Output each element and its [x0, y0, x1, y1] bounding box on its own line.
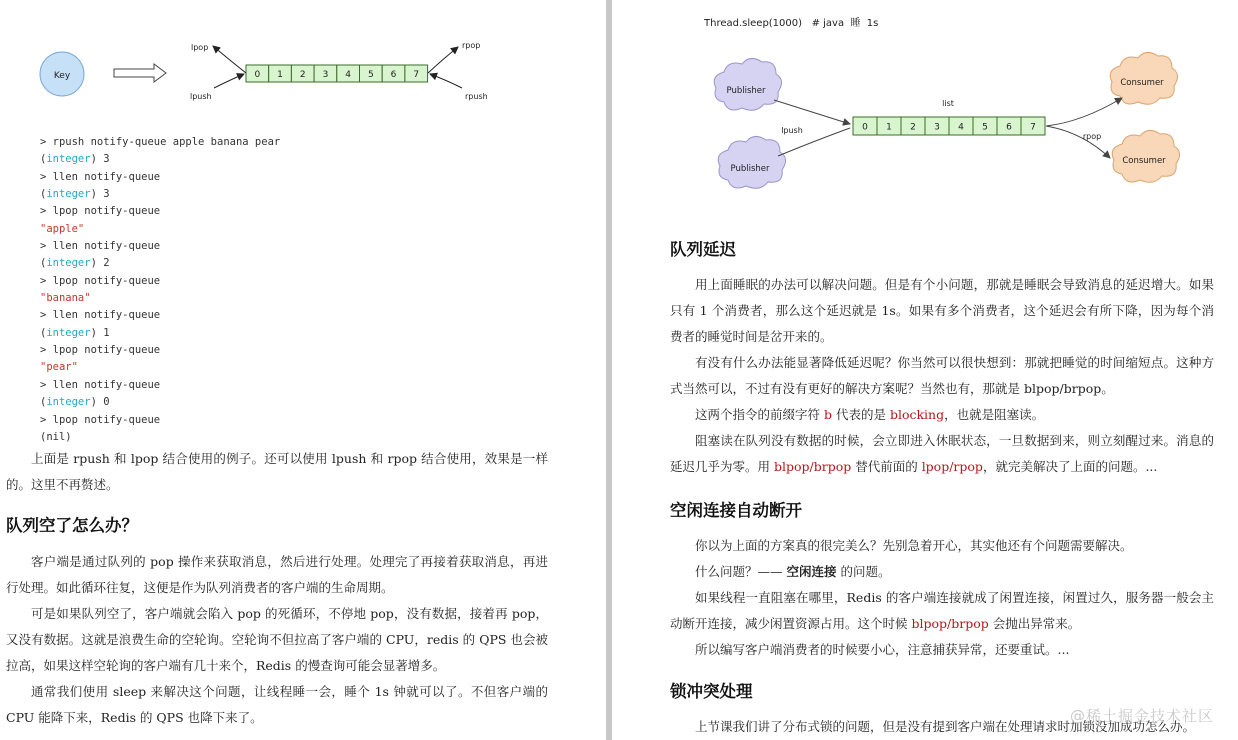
- svg-text:Publisher: Publisher: [730, 164, 770, 174]
- queue-cell-label: 4: [958, 122, 964, 133]
- empty-paragraph-1: 客户端是通过队列的 pop 操作来获取消息，然后进行处理。处理完了再接着获取消息，再进行处理。如此循环往复，这便是作为队列消费者的客户端的生命周期。: [6, 554, 548, 595]
- queue-cell-label: 1: [277, 70, 283, 80]
- queue-cell-label: 0: [254, 70, 261, 80]
- queue-cell-label: 0: [862, 122, 868, 133]
- rpop-label-right: rpop: [1082, 132, 1102, 141]
- publisher-cloud-2: [718, 136, 785, 188]
- code-line: (integer) 0: [40, 396, 110, 409]
- svg-text:Consumer: Consumer: [1122, 156, 1166, 166]
- consumer-cloud-2: [1112, 130, 1179, 182]
- queue-cells-left: [246, 65, 428, 82]
- idle-paragraph-2: 什么问题？—— 空闲连接 的问题。: [695, 564, 891, 579]
- consumer-cloud-1: [1110, 52, 1177, 104]
- lock-paragraph-1: 上节课我们讲了分布式锁的问题，但是没有提到客户端在处理请求时加锁没加成功怎么办。: [695, 719, 1196, 734]
- intro-paragraph: 上面是 rpush 和 lpop 结合使用的例子。还可以使用 lpush 和 rpop 结合使用，效果是一样的。这里不再赘述。: [6, 451, 548, 492]
- queue-cell-label: 2: [910, 122, 916, 133]
- lpop-label: lpop: [191, 43, 209, 52]
- queue-cell-label: 6: [1006, 122, 1012, 133]
- svg-text:Consumer: Consumer: [1120, 78, 1164, 88]
- code-line: > lpop notify-queue: [40, 413, 161, 426]
- code-line: > llen notify-queue: [40, 170, 161, 183]
- delay-paragraph-3: 这两个指令的前缀字符 b 代表的是 blocking，也就是阻塞读。: [695, 407, 1045, 422]
- left-page: [0, 0, 606, 740]
- publisher-cloud-1: [714, 58, 781, 110]
- blocking-prefix-b: b: [823, 407, 832, 422]
- heading-queue-empty: 队列空了怎么办？: [6, 516, 138, 535]
- queue-cell-label: 7: [413, 70, 420, 80]
- lpush-label-right: lpush: [781, 126, 803, 135]
- code-line: "pear": [40, 361, 78, 374]
- idle-paragraph-1: 你以为上面的方案真的很完美么？先别急着开心，其实他还有个问题需要解决。: [695, 538, 1133, 553]
- rpush-arrow: [430, 74, 462, 88]
- list-cells-right: [853, 117, 1045, 135]
- queue-cell-label: 3: [322, 70, 329, 80]
- delay-paragraph-2: 有没有什么办法能显著降低延迟呢？你当然可以很快想到：那就把睡觉的时间缩短点。这种方式当然可以，不过有没有更好的解决方案呢？当然也有，那就是 blpop/brpop。: [670, 355, 1214, 396]
- code-line: > llen notify-queue: [40, 240, 161, 253]
- delay-paragraph-1: 用上面睡眠的办法可以解决问题。但是有个小问题，那就是睡眠会导致消息的延迟增大。如果只有 1 个消费者，那么这个延迟就是 1s。如果有多个消费者，这个延迟会有所下降，因为每个消费者的睡觉时间是岔开来的。: [670, 277, 1214, 344]
- lpush-arrow: [214, 74, 244, 88]
- code-line: (integer) 3: [40, 153, 110, 166]
- heading-lock-conflict: 锁冲突处理: [670, 682, 753, 701]
- code-line: "banana": [40, 292, 91, 305]
- watermark: @稀土掘金技术社区: [1069, 707, 1214, 725]
- code-line: (integer) 2: [40, 257, 110, 270]
- lpush-label: lpush: [190, 92, 212, 101]
- code-line: > llen notify-queue: [40, 378, 161, 391]
- lpop-rpop-term: lpop/rpop: [921, 459, 983, 474]
- queue-cell-label: 1: [886, 122, 892, 133]
- idle-paragraph-3: 如果线程一直阻塞在哪里，Redis 的客户端连接就成了闲置连接，闲置过久，服务器一般会主动断开连接，减少闲置资源占用。这个时候 blpop/brpop 会抛出异常来。: [670, 590, 1214, 631]
- pubsub-diagram: [612, 0, 1238, 200]
- blocking-term: blocking: [889, 407, 945, 422]
- empty-paragraph-3: 通常我们使用 sleep 来解决这个问题，让线程睡一会，睡个 1s 钟就可以了。不但客户端的 CPU 能降下来，Redis 的 QPS 也降下来了。: [6, 684, 548, 725]
- heading-queue-delay: 队列延迟: [670, 240, 736, 259]
- code-line: (integer) 3: [40, 188, 110, 201]
- queue-cell-label: 6: [390, 70, 397, 80]
- code-line: > lpop notify-queue: [40, 344, 161, 357]
- sleep-code-line: Thread.sleep(1000) # java 睡 1s: [704, 18, 879, 29]
- publisher-1-arrow: [774, 100, 850, 124]
- queue-cell-label: 5: [367, 70, 374, 80]
- code-line: > lpop notify-queue: [40, 274, 161, 287]
- lpop-arrow: [213, 46, 246, 73]
- blpop-brpop-term: blpop/brpop: [773, 459, 852, 474]
- code-line: > lpop notify-queue: [40, 205, 161, 218]
- queue-diagram-left: [0, 0, 606, 120]
- rpop-label: rpop: [462, 41, 481, 50]
- consumer-1-arrow: [1046, 98, 1122, 126]
- queue-cell-label: 7: [1030, 122, 1036, 133]
- rpush-label: rpush: [465, 92, 488, 101]
- code-line: "apple": [40, 222, 85, 235]
- code-line: > llen notify-queue: [40, 309, 161, 322]
- queue-cell-label: 5: [982, 122, 988, 133]
- heading-idle-connection: 空闲连接自动断开: [670, 501, 802, 520]
- delay-paragraph-4: 阻塞读在队列没有数据的时候，会立即进入休眠状态，一旦数据到来，则立刻醒过来。消息的延迟几乎为零。用 blpop/brpop 替代前面的 lpop/rpop，就完美解决了上面的问题。...: [670, 433, 1214, 474]
- queue-cell-label: 3: [934, 122, 940, 133]
- hollow-arrow-icon: [114, 64, 166, 82]
- consumer-2-arrow: [1046, 126, 1110, 158]
- list-label: list: [942, 99, 954, 108]
- queue-cell-label: 4: [345, 70, 352, 80]
- blpop-brpop-term-2: blpop/brpop: [911, 616, 989, 631]
- code-line: (integer) 1: [40, 326, 110, 339]
- right-page: [612, 0, 1238, 740]
- svg-text:Publisher: Publisher: [726, 86, 766, 96]
- code-line: (nil): [40, 430, 72, 443]
- idle-paragraph-4: 所以编写客户端消费者的时候要小心，注意捕获异常，还要重试。...: [695, 642, 1070, 657]
- rpop-arrow: [428, 47, 458, 73]
- empty-paragraph-2: 可是如果队列空了，客户端就会陷入 pop 的死循环，不停地 pop，没有数据，接着再 pop，又没有数据。这就是浪费生命的空轮询。空轮询不但拉高了客户端的 CPU，redis 的 QPS 也会被拉高，如果这样空轮询的客户端有几十来个，Redis 的慢查询可能会显著增多。: [6, 606, 548, 673]
- code-line: > rpush notify-queue apple banana pear: [40, 136, 281, 148]
- key-label: Key: [53, 71, 71, 81]
- queue-cell-label: 2: [299, 70, 306, 80]
- redis-code-block: [40, 134, 280, 446]
- idle-connection-term: 空闲连接: [786, 564, 837, 579]
